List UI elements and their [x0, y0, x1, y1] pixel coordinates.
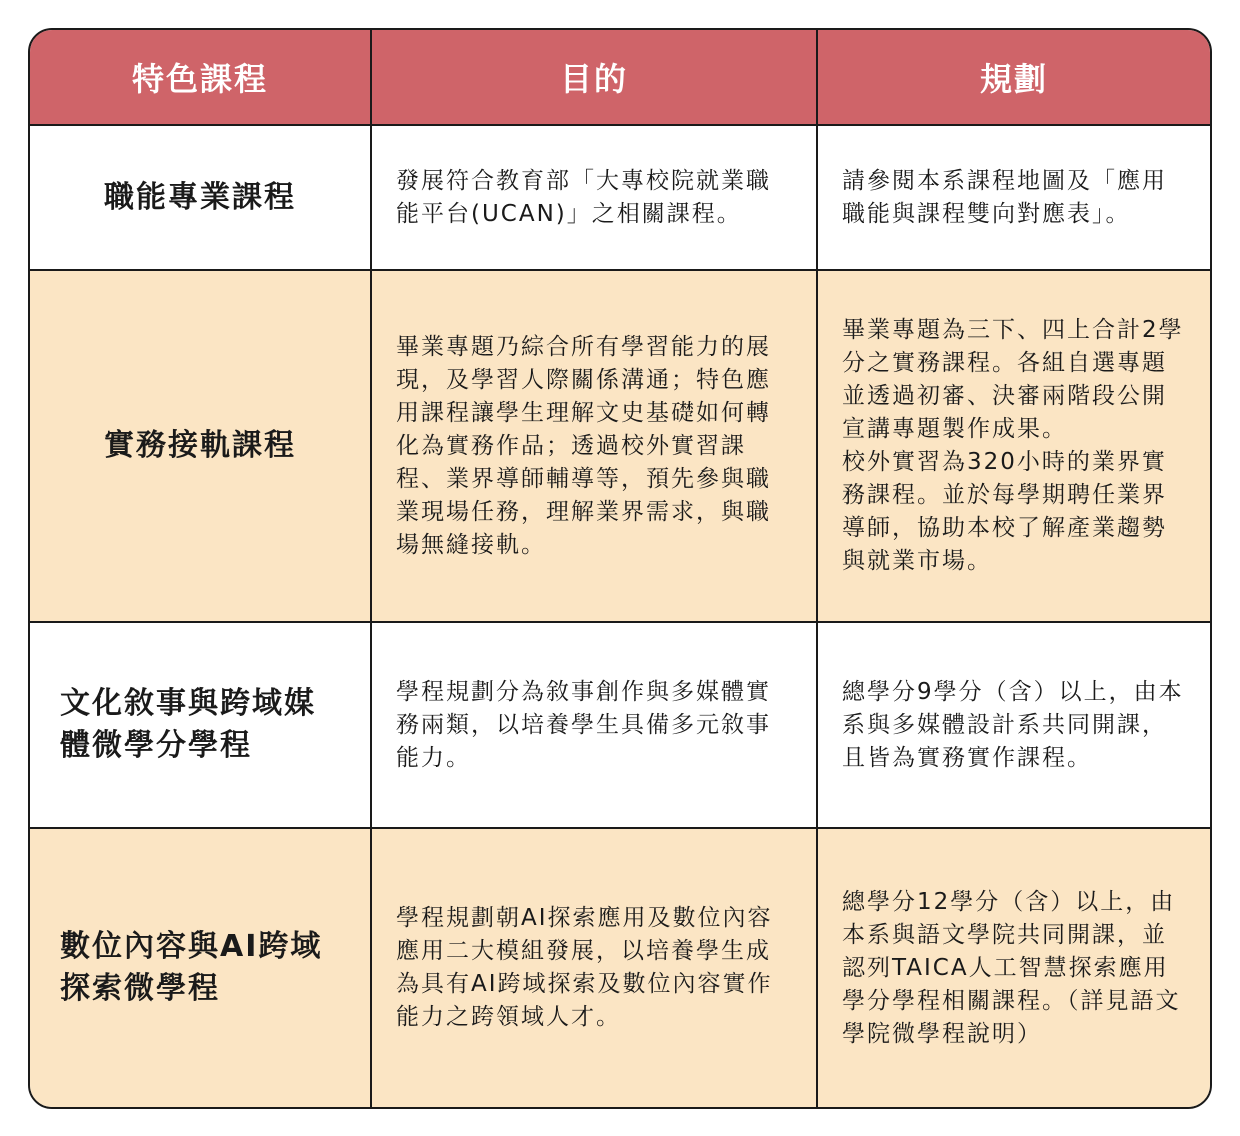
course-name-narrative: 文化敘事與跨域媒體微學分學程: [30, 623, 372, 829]
curriculum-table: [28, 28, 1212, 1109]
header-course: 特色課程: [30, 30, 372, 126]
plan-practice-capstone: 畢業專題為三下、四上合計2學分之實務課程。各組自選專題並透過初審、決審兩階段公開宣講專題製作成果。: [842, 317, 1184, 442]
plan-professional: 請參閱本系課程地圖及「應用職能與課程雙向對應表」。: [818, 126, 1210, 271]
plan-narrative: 總學分9學分（含）以上，由本系與多媒體設計系共同開課，且皆為實務實作課程。: [818, 623, 1210, 829]
header-purpose: 目的: [372, 30, 818, 126]
course-name-professional: 職能專業課程: [30, 126, 372, 271]
purpose-practice: 畢業專題乃綜合所有學習能力的展現，及學習人際關係溝通；特色應用課程讓學生理解文史基礎如何轉化為實務作品；透過校外實習課程、業界導師輔導等，預先參與職業現場任務，理解業界需求，與職場無縫接軌。: [372, 271, 818, 623]
course-name-ai: 數位內容與AI跨域探索微學程: [30, 829, 372, 1107]
plan-practice-internship: 校外實習為320小時的業界實務課程。並於每學期聘任業界導師，協助本校了解產業趨勢與就業市場。: [842, 449, 1167, 574]
purpose-ai: 學程規劃朝AI探索應用及數位內容應用二大模組發展，以培養學生成為具有AI跨域探索及數位內容實作能力之跨領域人才。: [372, 829, 818, 1107]
plan-ai: 總學分12學分（含）以上，由本系與語文學院共同開課，並認列TAICA人工智慧探索應用學分學程相關課程。（詳見語文學院微學程說明）: [818, 829, 1210, 1107]
purpose-professional: 發展符合教育部「大專校院就業職能平台(UCAN)」之相關課程。: [372, 126, 818, 271]
purpose-narrative: 學程規劃分為敘事創作與多媒體實務兩類，以培養學生具備多元敘事能力。: [372, 623, 818, 829]
course-name-practice: 實務接軌課程: [30, 271, 372, 623]
plan-practice: [818, 271, 1210, 623]
header-plan: 規劃: [818, 30, 1210, 126]
